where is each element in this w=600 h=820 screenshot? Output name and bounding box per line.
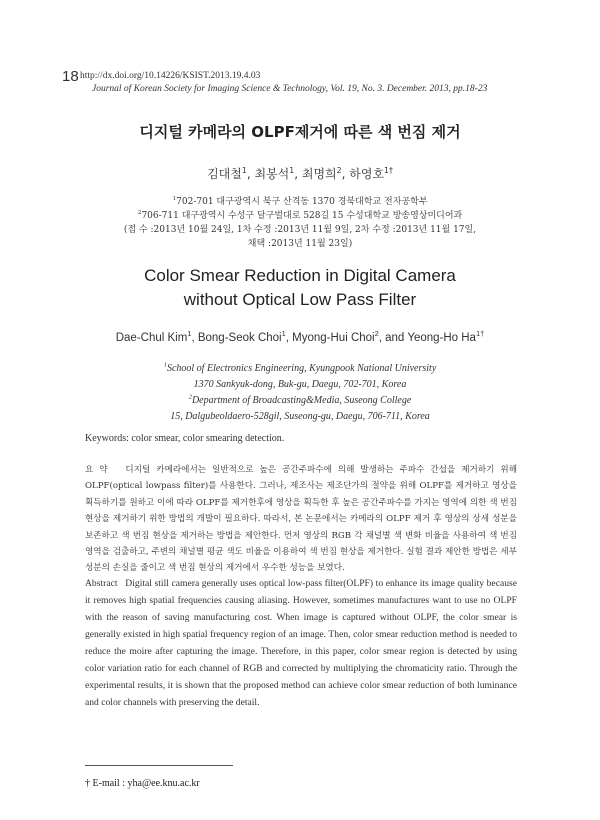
- author-name: Yeong-Ho Ha: [407, 332, 476, 344]
- author-name: Bong-Seok Choi: [197, 332, 282, 344]
- english-affiliation-2-line-1: $^2$Department of Broadcasting&Media, Suseong College: [188, 393, 412, 406]
- affiliation-text: 706-711 대구광역시 수성구 달구벌대로 528길 15 수성대학교 방송영상미디어과: [141, 211, 463, 221]
- abstract-text: Digital still camera generally uses optical low-pass filter(OLPF) to enhance its image quality because it removes high spatial frequencies causing aliasing. However, sometimes manufactures want to use no OLPF with the reason of saving manufacturing cost. When image is captured without OLPF, the color smear is generally existed in high spatial frequency region of an image. Then, color smear reduction method is needed to reduce the moire after capturing the image. Therefore, in this paper, color smear region is detected by using color variation ratio for each channel of RGB and corrected by multiplying the chromaticity ratio. Through the experimental results, it is shown that the proposed method can achieve color smear reduction of both luminance and color channels with preserving the detail.: [85, 578, 517, 708]
- english-affiliation-2-line-2: 15, Dalgubeoldaero-528gil, Suseong-gu, Daegu, 706-711, Korea: [170, 411, 430, 422]
- page-number: 18: [62, 68, 79, 85]
- english-abstract: [85, 575, 517, 711]
- received-dates-1: (접 수 :2013년 10월 24일, 1차 수정 :2013년 11월 9일, 2차 수정 :2013년 11월 17일,: [123, 225, 477, 235]
- korean-abstract: [85, 462, 517, 577]
- keywords-label: Keywords:: [85, 433, 129, 444]
- received-dates-2: 채택 :2013년 11월 23일): [247, 239, 353, 249]
- author-sup: 1: [241, 166, 247, 175]
- korean-abstract-text: 디지털 카메라에서는 일반적으로 높은 공간주파수에 의해 발생하는 주파수 간섭을 제거하기 위해 OLPF(optical lowpass filter)를 사용한다. 그러나, 제조사는 제조단가의 절약을 위해 OLPF를 제거하고 영상을 획득하기를 원하고 이에 따라 OLPF를 제거한후에 영상을 획득한 후 높은 공간주파수를 가지는 영역에 의한 색 번짐 현상을 제거하기 위한 방법의 개발이 필요하다. 따라서, 본 논문에서는 카메라의 OLPF 제거 후 영상의 상세 성분을 보존하고 색 번짐 현상을 제거하는 방법을 제안한다. 먼저 영상의 RGB 각 채널별 색 변화 비율을 사용하여 색 번짐 영역을 검출하고, 주변의 채널별 평균 색도 비율을 이용하여 색 번짐 현상을 제거한다. 실험 결과 제안한 방법은 세부 성분의 손실을 줄이고 색 번짐 현상의 제거에서 우수한 성능을 보였다.: [85, 465, 517, 574]
- affiliation-sup: 1: [172, 196, 177, 202]
- footnote-divider: [85, 765, 233, 766]
- english-affiliation-1-line-1: $^1$School of Electronics Engineering, Kyungpook National University: [163, 361, 437, 374]
- affiliation-sup: 1: [163, 361, 167, 369]
- english-title-line-1: Color Smear Reduction in Digital Camera: [144, 266, 456, 285]
- footnote-email: † E-mail : yha@ee.knu.ac.kr: [85, 778, 200, 789]
- korean-title: 디지털 카메라의 OLPF제거에 따른 색 번짐 제거: [139, 123, 461, 141]
- keywords: [85, 433, 284, 444]
- keywords-text: color smear, color smearing detection.: [131, 433, 285, 444]
- author-name: 하영호: [349, 167, 385, 181]
- dagger-marker: †: [85, 778, 90, 789]
- journal-citation: Journal of Korean Society for Imaging Science & Technology, Vol. 19, No. 3. December. 2013, pp.18-23: [92, 84, 488, 94]
- korean-affiliation-2: [0, 210, 600, 223]
- author-sup: 2: [374, 329, 379, 339]
- affiliation-sup: 2: [188, 393, 192, 401]
- affiliation-sup: 2: [137, 210, 142, 216]
- affiliation-text: 702-701 대구광역시 북구 산격동 1370 경북대학교 전자공학부: [176, 197, 428, 207]
- author-sup: 1: [281, 329, 286, 339]
- author-sup: 1†: [475, 329, 485, 339]
- english-title-line-2: without Optical Low Pass Filter: [183, 290, 417, 309]
- email-label: E-mail: [92, 778, 120, 789]
- korean-authors: 김대철$^1$, 최봉석$^1$, 최명희$^2$, 하영호$^{1\dagger}$: [207, 166, 393, 181]
- author-sup: 2: [336, 166, 342, 175]
- email-address[interactable]: yha@ee.knu.ac.kr: [127, 778, 200, 789]
- author-name: 김대철: [207, 167, 242, 181]
- author-name: 최명희: [301, 167, 337, 181]
- author-name: Myong-Hui Choi: [292, 332, 375, 344]
- author-name: Dae-Chul Kim: [115, 332, 188, 344]
- author-name: 최봉석: [254, 167, 290, 181]
- abstract-label: Abstract: [85, 578, 118, 589]
- korean-affiliation-1: [0, 196, 600, 209]
- author-sup: 1: [187, 329, 192, 339]
- doi-link[interactable]: http://dx.doi.org/10.14226/KSIST.2013.19.4.03: [80, 71, 261, 81]
- english-authors: Dae-Chul Kim$^1$, Bong-Seok Choi$^1$, Myong-Hui Choi$^2$, and Yeong-Ho $Ha^{1\dagger}$: [115, 329, 485, 344]
- korean-abstract-label: 요 약: [85, 465, 108, 475]
- author-sup: 1†: [384, 166, 393, 175]
- english-affiliation-1-line-2: 1370 Sankyuk-dong, Buk-gu, Daegu, 702-701, Korea: [193, 379, 407, 390]
- author-sup: 1: [289, 166, 295, 175]
